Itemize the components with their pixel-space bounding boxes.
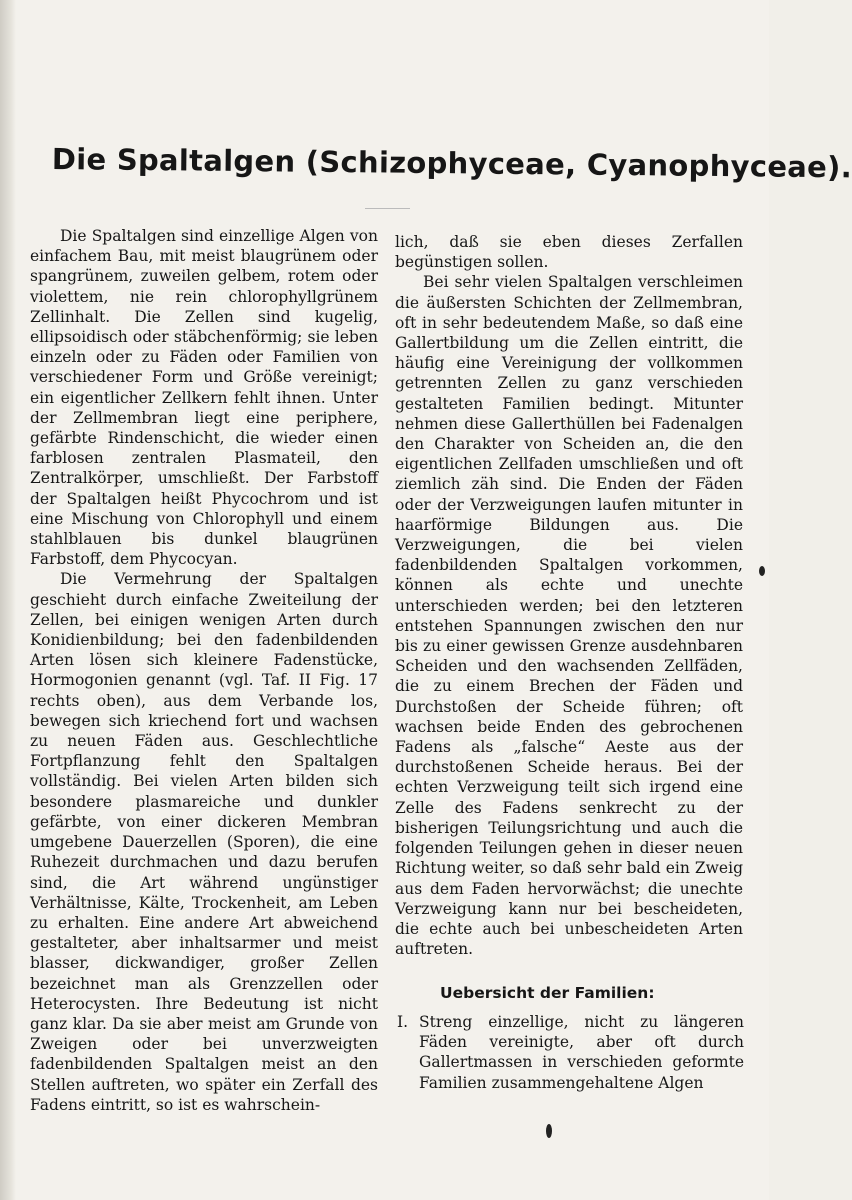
binding-edge: [0, 0, 16, 1200]
right-column: [395, 232, 743, 959]
paragraph: lich, daß sie eben dieses Zerfallen begünstigen sollen.: [395, 233, 743, 272]
paragraph: Die Vermehrung der Spaltalgen geschieht durch einfache Zweiteilung der Zellen, bei einigen wenigen Arten durch Konidienbildung; bei den fadenbildenden Arten lösen sich kleinere Fadenstücke, Hormogonien genannt (vgl. Taf. II Fig. 17 rechts oben), aus dem Verbande los, bewegen sich kriechend fort und wachsen zu neuen Fäden aus. Geschlechtliche Fortpflanzung fehlt den Spaltalgen vollständig. Bei vielen Arten bilden sich besondere plasmareiche und dunkler gefärbte, von einer dickeren Membran umgebene Dauerzellen (Sporen), die eine Ruhezeit durchmachen und dazu berufen sind, die Art während ungünstiger Verhältnisse, Kälte, Trockenheit, am Leben zu erhalten. Eine andere Art abweichend gestalteter, aber inhaltsarmer und meist blasser, dickwandiger, großer Zellen bezeichnet man als Grenzzellen oder Heterocysten. Ihre Bedeutung ist nicht ganz klar. Da sie aber meist am Grunde von Zweigen oder bei unverzweigten fadenbildenden Spaltalgen meist an den Stellen auftreten, wo später ein Zerfall des Fadens eintritt, so ist es wahrschein-: [30, 570, 378, 1114]
section-heading: Uebersicht der Familien:: [440, 984, 655, 1002]
left-column: [30, 226, 378, 1115]
title-rule: [365, 208, 410, 209]
ink-speck: [759, 566, 765, 576]
list-item-number: I.: [397, 1013, 409, 1031]
page-title: Die Spaltalgen (Schizophyceae, Cyanophyceae).: [51, 142, 852, 185]
paragraph: Bei sehr vielen Spaltalgen verschleimen die äußersten Schichten der Zellmembran, oft in sehr bedeutendem Maße, so daß eine Gallertbildung um die Zellen eintritt, die häufig eine Vereinigung der vollkommen getrennten Zellen zu ganz verschieden gestalteten Familien bedingt. Mitunter nehmen diese Gallerthüllen bei Fadenalgen den Charakter von Scheiden an, die den eigentlichen Zellfaden umschließen und oft ziemlich zäh sind. Die Enden der Fäden oder der Verzweigungen laufen mitunter in haarförmige Bildungen aus. Die Verzweigungen, die bei vielen fadenbildenden Spaltalgen vorkommen, können als echte und unechte unterschieden werden; bei den letzteren entstehen Spannungen zwischen den nur bis zu einer gewissen Grenze ausdehnbaren Scheiden und den wachsenden Zellfäden, die zu einem Brechen der Fäden und Durchstoßen der Scheide führen; oft wachsen beide Enden des gebrochenen Fadens als „falsche“ Aeste aus der durchstoßenen Scheide heraus. Bei der echten Verzweigung teilt sich irgend eine Zelle des Fadens senkrecht zu der bisherigen Teilungsrichtung und auch die folgenden Teilungen gehen in dieser neuen Richtung weiter, so daß sehr bald ein Zweig aus dem Faden hervorwächst; die unechte Verzweigung kann nur bei bescheideten, die echte auch bei unbescheideten Arten auftreten.: [395, 273, 743, 959]
ink-speck: [546, 1124, 552, 1138]
paragraph: Die Spaltalgen sind einzellige Algen von einfachem Bau, mit meist blaugrünem oder spangrünem, zuweilen gelbem, rotem oder violettem, nie rein chlorophyllgrünem Zellinhalt. Die Zellen sind kugelig, ellipsoidisch oder stäbchenförmig; sie leben einzeln oder zu Fäden oder Familien von verschiedener Form und Größe vereinigt; ein eigentlicher Zellkern fehlt ihnen. Unter der Zellmembran liegt eine periphere, gefärbte Rindenschicht, die wieder einen farblosen zentralen Plasmateil, den Zentralkörper, umschließt. Der Farbstoff der Spaltalgen heißt Phycochrom und ist eine Mischung von Chlorophyll und einem stahlblauen bis dunkel blaugrünen Farbstoff, dem Phycocyan.: [30, 227, 378, 569]
list-item-text: Streng einzellige, nicht zu längeren Fäden vereinigte, aber oft durch Gallertmassen in verschieden geformte Familien zusammengehaltene Algen: [419, 1013, 744, 1092]
